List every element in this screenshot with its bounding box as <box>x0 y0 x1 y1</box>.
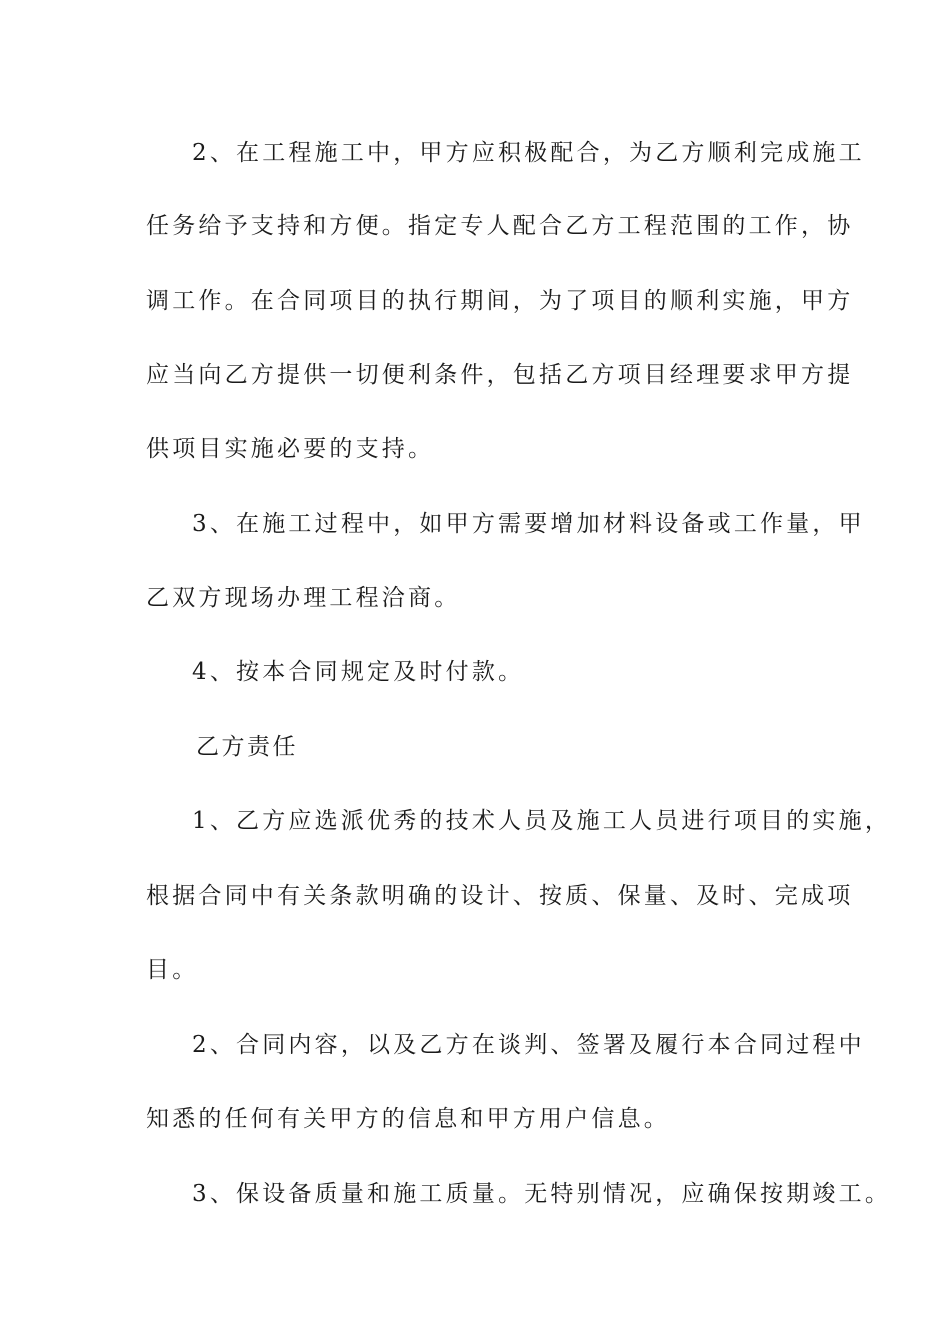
section-heading: 乙方责任 <box>196 734 298 760</box>
paragraph-2-line-1: 2、在工程施工中，甲方应积极配合，为乙方顺利完成施工 <box>192 140 865 166</box>
party-b-item-1-line-3: 目。 <box>146 957 199 983</box>
paragraph-2-line-4: 应当向乙方提供一切便利条件，包括乙方项目经理要求甲方提 <box>146 362 854 388</box>
paragraph-4-line-1: 4、按本合同规定及时付款。 <box>192 659 525 685</box>
party-b-item-2-line-1: 2、合同内容，以及乙方在谈判、签署及履行本合同过程中 <box>192 1032 865 1058</box>
paragraph-3-line-1: 3、在施工过程中，如甲方需要增加材料设备或工作量，甲 <box>192 511 865 537</box>
paragraph-2-line-2: 任务给予支持和方便。指定专人配合乙方工程范围的工作，协 <box>146 213 854 239</box>
paragraph-3-line-2: 乙双方现场办理工程洽商。 <box>146 585 461 611</box>
party-b-item-3-line-1: 3、保设备质量和施工质量。无特别情况，应确保按期竣工。 <box>192 1181 892 1207</box>
paragraph-2-line-3: 调工作。在合同项目的执行期间，为了项目的顺利实施，甲方 <box>146 288 854 314</box>
party-b-item-1-line-1: 1、乙方应选派优秀的技术人员及施工人员进行项目的实施， <box>192 808 892 834</box>
paragraph-2-line-5: 供项目实施必要的支持。 <box>146 436 435 462</box>
party-b-item-1-line-2: 根据合同中有关条款明确的设计、按质、保量、及时、完成项 <box>146 883 854 909</box>
party-b-item-2-line-2: 知悉的任何有关甲方的信息和甲方用户信息。 <box>146 1106 670 1132</box>
